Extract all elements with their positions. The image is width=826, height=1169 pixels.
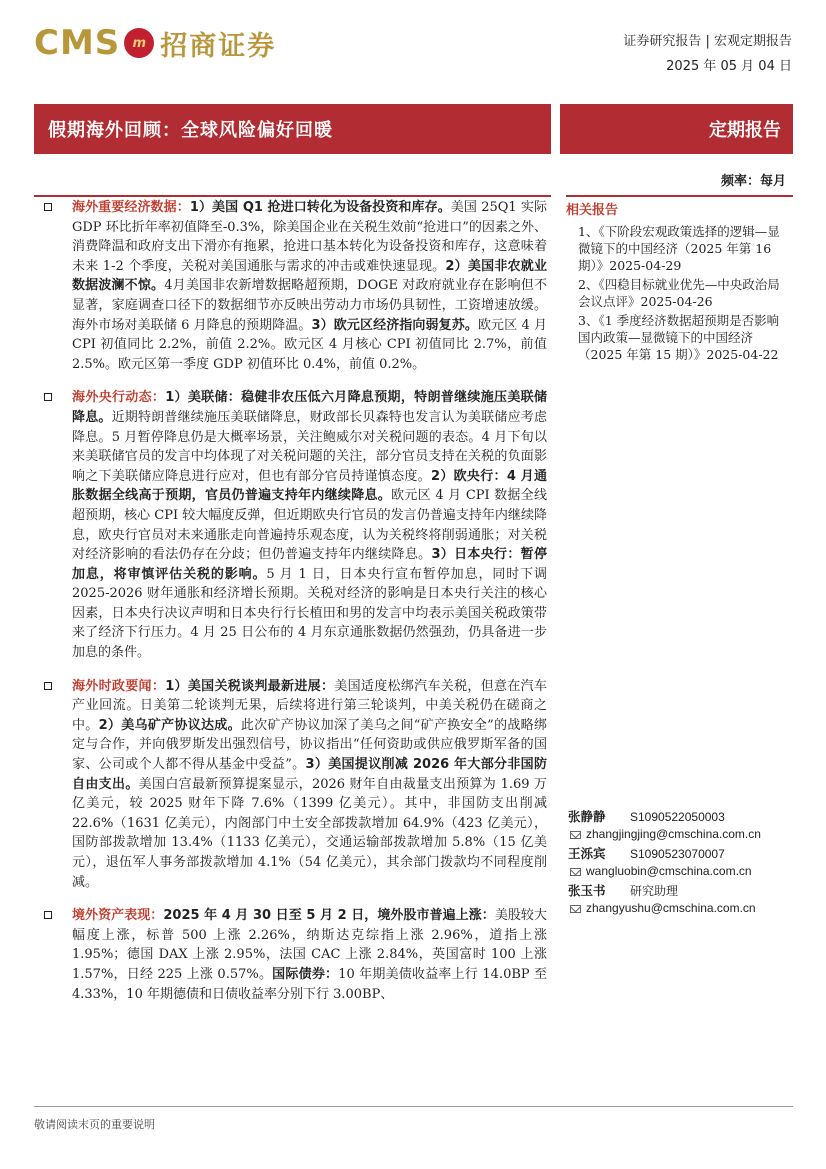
section-text: 4月美国非农新增数据略超预期，DOGE 对政府就业存在影响但不显著，家庭调查口径下的数据细节亦反映出劳动力市场仍具韧性，工资增速放缓。海外市场对美联储 6 月降息的预期降温。 — [72, 278, 547, 333]
section-text: 10 年期美债收益率上行 14.0BP 至 4.33%，10 年期德债和日债收益率分别下行 3.00BP、 — [72, 966, 547, 1002]
company-logo — [34, 20, 276, 66]
section-text: 美股较大幅度上涨，标普 500 上涨 2.26%，纳斯达克综指上涨 2.96%，道指上涨 1.95%；德国 DAX 上涨 2.95%，法国 CAC 上涨 2.84%，英国富时 100 上涨 1.57%，日经 225 上涨 0.57%。 — [72, 908, 547, 982]
section-highlight: 2）美乌矿产协议达成。 — [98, 717, 241, 733]
analyst-code: S1090522050003 — [630, 810, 725, 824]
analyst-email[interactable]: wangluobin@cmschina.com.cn — [586, 864, 752, 878]
mail-icon — [570, 868, 581, 876]
report-date: 2025 年 05 月 04 日 — [666, 59, 792, 74]
section-paragraph — [42, 677, 547, 893]
section-highlight: 3）美国提议削减 2026 年大部分非国防自由支出。 — [72, 757, 548, 792]
section-highlight: 1）美国 Q1 抢进口转化为设备投资和库存。 — [189, 200, 451, 215]
section-text: 美国白宫最新预算提案显示，2026 财年自由裁量支出预算为 1.69 万亿美元，较 2025 财年下降 7.6%（1399 亿美元）。其中，非国防支出削减 22.6%（1631 亿美元），内阁部门中土安全部拨款增加 64.9%（423 亿美元），国防部拨款增加 13.4%（1133 亿美元），交通运输部拨款增加 5.8%（15 亿美元），退伍军人事务部拨款增加 4.1%（54 亿美元），其余部门拨款均不同程度削减。 — [72, 776, 547, 890]
analyst-code: S1090523070007 — [630, 847, 725, 861]
section-text: 美国 25Q1 实际 GDP 环比折年率初值降至-0.3%，除美国企业在关税生效前“抢进口”的因素之外、消费降温和政府支出下滑亦有拖累，抢进口基本转化为设备投资和库存，这意味着未来 1-2 个季度，关税对美国通胀与需求的冲击或难快速显现。 — [72, 200, 547, 274]
square-bullet-icon — [44, 911, 52, 919]
analyst-row — [568, 845, 788, 863]
title-banner — [34, 104, 551, 154]
report-category: 定期报告 — [709, 120, 781, 141]
section-paragraph — [42, 198, 547, 374]
section-text: 欧元区 4 月 CPI 初值同比 2.2%，前值 2.2%。欧元区 4 月核心 CPI 初值同比 2.7%，前值 2.5%。欧元区第一季度 GDP 初值环比 0.4%，前值 0.2%。 — [72, 317, 547, 372]
analyst-email-row[interactable] — [568, 826, 788, 843]
section-highlight: 3）日本央行：暂停加息，将审慎评估关税的影响。 — [72, 547, 547, 582]
mail-icon — [570, 831, 581, 839]
frequency-label: 频率：每月 — [720, 174, 786, 189]
section-highlight: 2025 年 4 月 30 日至 5 月 2 日，境外股市普遍上涨： — [163, 908, 495, 924]
section-paragraph — [42, 906, 547, 1004]
analyst-row — [568, 808, 788, 826]
footer-note: 敬请阅读末页的重要说明 — [34, 1118, 155, 1131]
section-lead: 海外时政要闻： — [72, 678, 166, 694]
logo-latin: CMS — [34, 23, 121, 63]
analyst-list — [568, 808, 788, 919]
logo-chinese: 招商证券 — [160, 30, 277, 62]
section-text: 欧元区 4 月 CPI 数据全线超预期，核心 CPI 较大幅度反弹，但近期欧央行官员的发言仍普遍支持年内继续降息，欧央行官员对未来通胀走向普遍持乐观态度，认为关税终将削弱通胀；对关税对经济影响的看法仍存在分歧；但仍普遍支持年内继续降息。 — [72, 488, 547, 563]
category-banner — [560, 104, 793, 154]
analyst-email[interactable]: zhangjingjing@cmschina.com.cn — [586, 827, 761, 841]
analyst-row — [568, 882, 788, 900]
analyst-email-row[interactable] — [568, 863, 788, 880]
square-bullet-icon — [44, 682, 52, 690]
section-lead: 海外重要经济数据： — [72, 200, 190, 215]
section-highlight: 国际债券： — [272, 966, 339, 982]
related-report-item[interactable]: 3、《1 季度经济数据超预期是否影响国内政策—显微镜下的中国经济（2025 年第 15 期）》2025-04-22 — [578, 313, 780, 362]
section-text: 近期特朗普继续施压美联储降息，财政部长贝森特也发言认为美联储应考虑降息。5 月暂停降息仍是大概率场景，关注鲍威尔对关税问题的表态。4 月下旬以来美联储官员的发言中均体现了对关税问题的关注，部分官员支持在关税的负面影响之下美联储应降息进行应对，但也有部分官员持谨慎态度。 — [72, 409, 547, 484]
logo-mark-icon: m — [124, 28, 154, 58]
section-highlight: 2）美国非农就业数据波澜不惊。 — [72, 258, 548, 294]
section-highlight: 3）欧元区经济指向弱复苏。 — [311, 317, 478, 333]
report-title: 假期海外回顾：全球风险偏好回暖 — [48, 120, 333, 141]
section-lead: 境外资产表现： — [72, 908, 164, 924]
section-text: 5 月 1 日，日本央行宣布暂停加息，同时下调 2025-2026 财年通胀和经济增长预期。关税对经济的影响是日本央行关注的核心因素，日本央行决议声明和日本央行行长植田和男的发言中均表示美国关税政策带来了经济下行压力。4 月 25 日公布的 4 月东京通胀数据仍然强劲，仍具备进一步加息的条件。 — [72, 566, 547, 661]
square-bullet-icon — [44, 203, 52, 211]
header-meta — [623, 30, 792, 74]
analyst-email[interactable]: zhangyushu@cmschina.com.cn — [586, 901, 756, 915]
square-bullet-icon — [44, 393, 52, 401]
related-reports-title: 相关报告 — [566, 203, 619, 218]
mail-icon — [570, 905, 581, 913]
section-highlight: 2）欧央行：4 月通胀数据全线高于预期，官员仍普遍支持年内继续降息。 — [72, 468, 547, 504]
related-report-item[interactable]: 1、《下阶段宏观政策选择的逻辑—显微镜下的中国经济（2025 年第 16 期）》2025-04-29 — [578, 224, 780, 273]
section-text: 美国适度松绑汽车关税，但意在汽车产业回流。日美第二轮谈判无果，后续将进行第三轮谈判，中美关税仍在磋商之中。 — [72, 678, 547, 733]
section-highlight: 1）美国关税谈判最新进展： — [165, 678, 335, 694]
analyst-email-row[interactable] — [568, 900, 788, 917]
main-divider — [34, 195, 551, 197]
analyst-role: 研究助理 — [630, 884, 679, 898]
section-text: 此次矿产协议加深了美乌之间“矿产换安全”的战略绑定与合作，并向俄罗斯发出强烈信号，协议指出“任何资助或供应俄罗斯军备的国家、公司或个人都不得从基金中受益”。 — [72, 717, 547, 773]
analyst-name: 张静静 — [568, 809, 606, 824]
sidebar — [566, 202, 788, 365]
sidebar-divider — [566, 195, 793, 197]
section-paragraph — [42, 388, 547, 662]
report-type: 证券研究报告 | 宏观定期报告 — [623, 34, 792, 49]
footer-divider — [34, 1106, 793, 1107]
related-report-item[interactable]: 2、《四稳目标就业优先—中央政治局会议点评》2025-04-26 — [578, 277, 780, 309]
section-highlight: 1）美联储：稳健非农压低六月降息预期，特朗普继续施压美联储降息。 — [72, 390, 547, 425]
main-content — [42, 198, 547, 1018]
analyst-name: 张玉书 — [568, 883, 606, 898]
section-lead: 海外央行动态： — [72, 390, 166, 406]
analyst-name: 王泺宾 — [568, 846, 606, 861]
